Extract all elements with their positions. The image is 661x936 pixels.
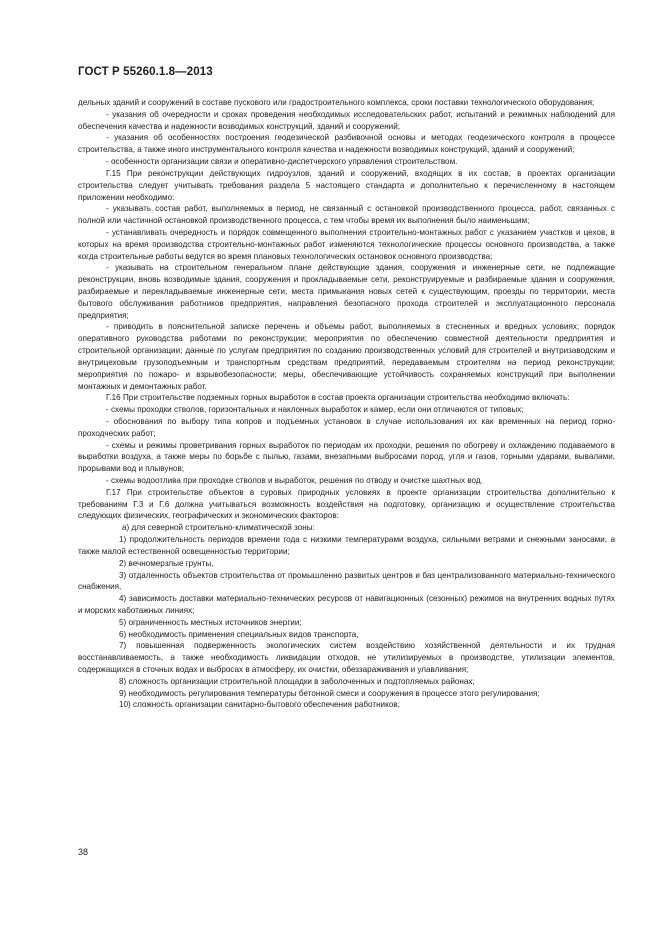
document-header: ГОСТ Р 55260.1.8—2013: [78, 66, 213, 78]
paragraph: 7) повышенная подверженность экологических систем воздействию хозяйственной деятельности и их трудная восстанавливаемость, а также необходимость ликвидации отходов, не утилизируемых в производстве, утилизации элементов, содержащихся в сточных водах и выбросах в атмосферу, их очистки, обеззараживания и улавливания;: [78, 641, 615, 674]
paragraph: 3) отдаленность объектов строительства от промышленно развитых центров и баз централизованного материально-технического снабжения,: [78, 570, 615, 592]
paragraph: - устанавливать очередность и порядок совмещенного выполнения строительно-монтажных работ с указанием участков и цехов, в которых на время производства строительно-монтажных работ изменяются технологические процессы основного производства, а также когда строительные работы ведутся во время плановых технологических остановок основного производства;: [78, 227, 615, 261]
paragraph: - особенности организации связи и оперативно-диспетчерского управления строительством.: [106, 157, 458, 167]
paragraph: - указания об очередности и сроках проведения необходимых исследовательских работ, испытаний и режимных наблюдений для обеспечения качества и надежности возводимых конструкций, зданий и сооружений;: [78, 109, 615, 131]
paragraph: - схемы и режимы проветривания горных выработок по периодам их проходки, решения по обогреву и охлаждению подаваемого в выработки воздуха, а также меры по борьбе с пылью, газами, внезапными выбросами пород, угля и газов, горными ударами, вывалами, прорывами вод и плывунов;: [78, 440, 615, 474]
paragraph: 1) продолжительность периодов времени года с низкими температурами воздуха, сильными ветрами и снежными заносами, а также малой естественной освещенностью территории;: [78, 535, 615, 556]
paragraph: - указывать на строительном генеральном плане действующие здания, сооружения и инженерные сети, не подлежащие реконструкции, вновь возводимые здания, сооружения и прокладываемые сети, реконструируемые и разбираемые здания и сооружения, разбираемые и перекладываемые инженерные сети, места примыкания новых сетей к существующим, проезды по территории, места бытового обслуживания работников предприятия, направления безопасного прохода строителей и эксплуатационного персонала предприятия;: [78, 263, 615, 320]
paragraph: - схемы водоотлива при проходке стволов и выработок, решения по отводу и очистке шахтных вод.: [106, 476, 483, 485]
paragraph: 9) необходимость регулирования температуры бетонной смеси и сооружения в процессе этого регулирования;: [119, 688, 540, 698]
paragraph: Г.17 При строительстве объектов в суровых природных условиях в проекте организации строительства дополнительно к требованиям Г.3 и Г.6 должна учитываться возможность воздействия на подготовку, организацию и осуществление строительства следующих физических, географических и экономических факторов:: [78, 487, 615, 521]
paragraph: 10) сложность организации санитарно-бытового обеспечения работников;: [119, 700, 400, 710]
paragraph: - указывать состав работ, выполняемых в период, не связанный с остановкой производственного процесса, работ, связанных с полной или частичной остановкой производственного процесса, с тем чтобы время их выполнения было наименьшим;: [78, 204, 615, 226]
paragraph: - схемы проходки стволов, горизонтальных и наклонных выработок и камер, если они отличаются от типовых;: [106, 405, 524, 415]
paragraph: Г.16 При строительстве подземных горных выработок в состав проекта организации строительства необходимо включать:: [106, 393, 570, 403]
paragraph: - указания об особенностях построения геодезической разбивочной основы и методах геодезического контроля в процессе строительства, а также иного инструментального контроля качества и надежности возводимых конструкций, зданий и сооружений;: [78, 133, 615, 155]
paragraph: 4) зависимость доставки материально-технических ресурсов от навигационных (сезонных) режимов на внутренних водных путях и морских каботажных линиях;: [78, 594, 615, 615]
paragraph: Г.15 При реконструкции действующих гидроузлов, зданий и сооружений, входящих в их состав, в проектах организации строительства следует учитывать требования раздела 5 настоящего стандарта и дополнительно к перечисленному в настоящем приложении необходимо:: [78, 168, 615, 202]
page-number: 38: [78, 847, 89, 857]
paragraph: дельных зданий и сооружений в составе пускового или градостроительного комплекса, сроки поставки технологического оборудования;: [78, 98, 595, 107]
paragraph: - приводить в пояснительной записке перечень и объемы работ, выполняемых в стесненных и вредных условиях; порядок оперативного руководства работами по реконструкции; мероприятия по обеспечению совместной деятельности предприятия и строительной организации; данные по услугам предприятия по созданию производственных условий для строителей и внутризаводским и внутрицеховым грузоподъемным и транспортным средствам предприятий, передаваемым строителям на период реконструкции; мероприятия по пожаро- и взрывобезопасности; меры, обеспечивающие устойчивость сохраняемых конструкций при выполнении монтажных и демонтажных работ.: [78, 322, 615, 391]
paragraph: 8) сложность организации строительной площадки в заболоченных и подтопляемых районах;: [119, 676, 475, 686]
document-body: [78, 97, 615, 711]
paragraph: 5) ограниченность местных источников энергии;: [119, 617, 302, 627]
paragraph: 6) необходимость применения специальных видов транспорта,: [119, 629, 359, 639]
paragraph: - обоснования по выбору типа копров и подъемных установок в случае использования их как временных на период горно-проходческих работ;: [78, 416, 615, 438]
paragraph: 2) вечномерзлые грунты,: [119, 558, 214, 568]
paragraph: а) для северной строительно-климатической зоны:: [122, 523, 315, 533]
